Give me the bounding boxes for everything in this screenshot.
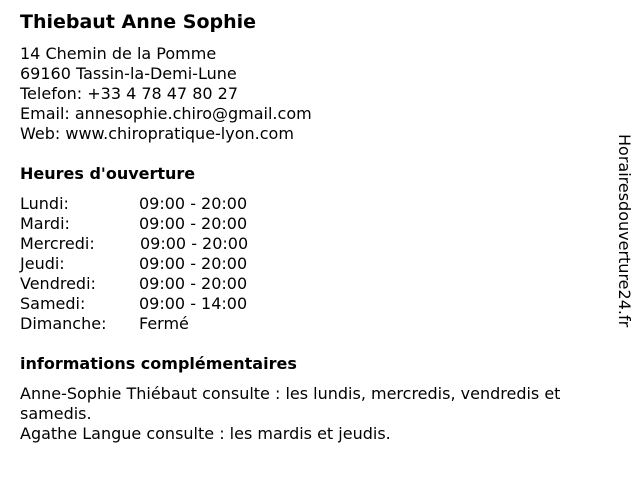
opening-hours-heading: Heures d'ouverture [20,164,196,183]
contact-block [20,44,312,144]
website: Web: www.chiropratique-lyon.com [20,124,294,143]
info-line: Agathe Langue consulte : les mardis et jeudis. [20,424,391,443]
hours-row-samedi [20,294,320,314]
hours-value: 09:00 - 20:00 [139,214,248,233]
hours-row-jeudi [20,254,320,274]
email-address: Email: annesophie.chiro@gmail.com [20,104,312,123]
day-label: Vendredi: [20,274,96,293]
day-label: Dimanche: [20,314,107,333]
phone-number: Telefon: +33 4 78 47 80 27 [20,84,239,103]
day-label: Samedi: [20,294,86,313]
hours-value: 09:00 - 20:00 [140,234,249,253]
day-label: Jeudi: [20,254,65,273]
hours-row-lundi [20,194,320,214]
opening-hours-table [20,194,320,334]
address-city: 69160 Tassin-la-Demi-Lune [20,64,237,83]
hours-value: 09:00 - 20:00 [139,274,248,293]
site-watermark: Horairesdouverture24.fr [615,134,634,328]
hours-row-mardi [20,214,320,234]
address-street: 14 Chemin de la Pomme [20,44,217,63]
hours-row-mercredi [20,234,320,254]
info-line: Anne-Sophie Thiébaut consulte : les lundis, mercredis, vendredis et samedis. [20,384,561,423]
day-label: Lundi: [20,194,69,213]
hours-value: 09:00 - 14:00 [139,294,248,313]
hours-value: 09:00 - 20:00 [139,254,248,273]
hours-row-dimanche [20,314,320,334]
additional-info-heading: informations complémentaires [20,354,297,373]
hours-row-vendredi [20,274,320,294]
day-label: Mardi: [20,214,70,233]
day-label: Mercredi: [20,234,95,253]
hours-value: Fermé [139,314,189,333]
hours-value: 09:00 - 20:00 [139,194,248,213]
additional-info-text [20,384,620,444]
page-title: Thiebaut Anne Sophie [20,11,257,33]
